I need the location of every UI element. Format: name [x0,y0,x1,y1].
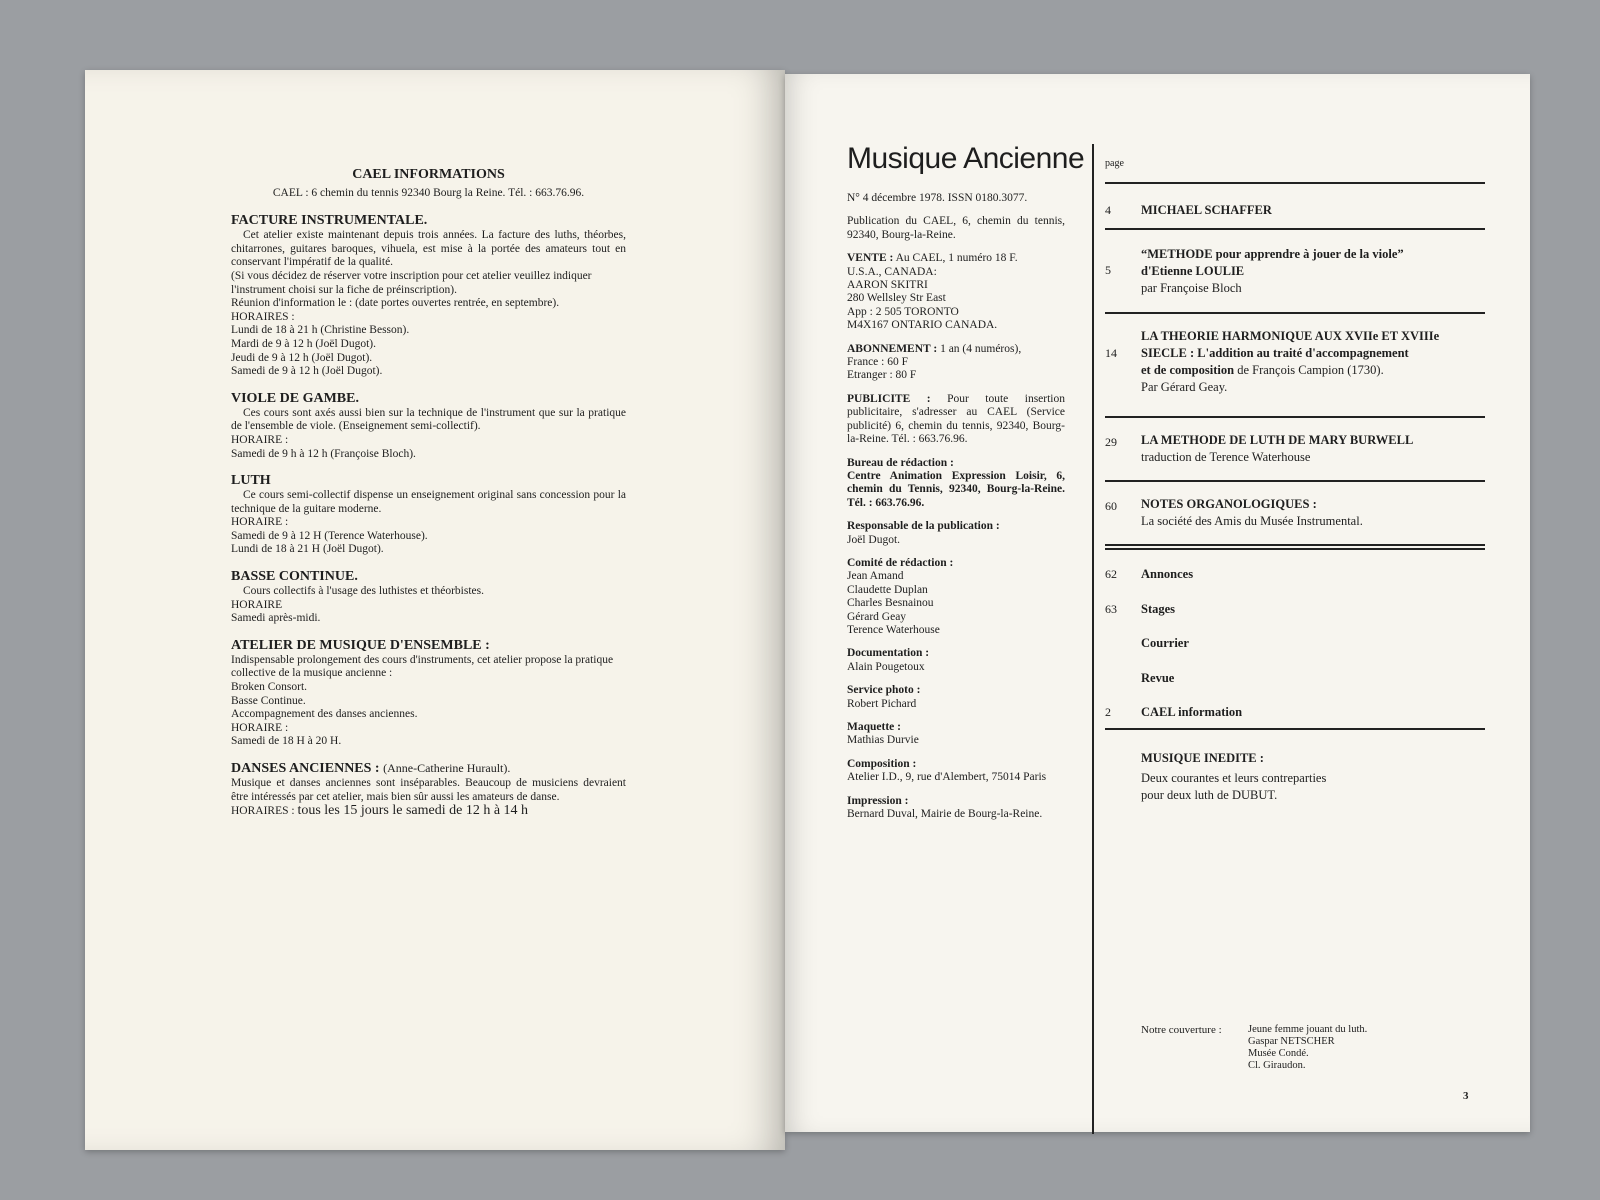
section-line: Basse Continue. [231,694,306,707]
comite-label: Comité de rédaction : [847,556,954,569]
toc-page: 63 [1105,602,1117,616]
bureau-block [847,457,1065,511]
toc-page: 29 [1105,435,1117,449]
cover-line: Jeune femme jouant du luth. [1248,1024,1368,1035]
right-page [785,74,1530,1132]
danses-teacher: (Anne-Catherine Hurault). [383,761,511,775]
divider [1105,182,1485,184]
responsable-label: Responsable de la publication : [847,520,1000,533]
issue-line: N° 4 décembre 1978. ISSN 0180.3077. [847,192,1028,204]
documentation-label: Documentation : [847,647,930,660]
colophon [847,192,1065,831]
horaires-value: tous les 15 jours le samedi de 12 h à 14 h [297,803,529,819]
section-line: Réunion d'information le : (date portes ouvertes rentrée, en septembre). [231,297,560,310]
composition-label: Composition : [847,757,917,770]
left-page [85,70,785,1150]
comite-block [847,557,1065,637]
inedite-title: MUSIQUE INEDITE : [1141,751,1264,765]
toc-title: “METHODE pour apprendre à jouer de la viole” [1141,247,1404,261]
divider [1105,228,1485,230]
toc-subtitle: SIECLE : L'addition au traité d'accompagnement [1141,346,1409,360]
section-body: Musique et danses anciennes sont inséparables. Beaucoup de musiciens devraient être intéressés par cet atelier, mais bien sûr aussi les amateurs de danse. [231,777,626,803]
comite-member: Claudette Duplan [847,583,928,596]
comite-member: Gérard Geay [847,610,907,623]
publicite-label: PUBLICITE : [847,392,931,405]
column-divider [1092,144,1094,1134]
comite-member: Terence Waterhouse [847,623,940,636]
photo-block [847,684,1065,711]
vente-line: U.S.A., CANADA: [847,265,937,278]
section-line: Jeudi de 9 à 12 h (Joël Dugot). [231,351,373,364]
toc-page: 2 [1105,705,1111,719]
publicite-value: Pour toute insertion publicitaire, s'adresser au CAEL (Service publicité) 6, chemin du tennis, 92340, Bourg-la-Reine. Tél. : 663.76.96. [847,392,1065,446]
divider [1105,480,1485,482]
toc-title: LA METHODE DE LUTH DE MARY BURWELL [1141,433,1414,447]
vente-block [847,252,1065,332]
toc-title: MICHAEL SCHAFFER [1141,203,1272,217]
section-atelier-ensemble [231,637,626,749]
toc-subtitle: d'Etienne LOULIE [1141,264,1245,278]
vente-line: 280 Wellsley Str East [847,292,946,305]
section-heading [231,760,626,777]
responsable-value: Joël Dugot. [847,533,901,546]
section-heading: VIOLE DE GAMBE. [231,390,359,406]
divider [1105,548,1485,550]
section-facture [231,212,626,379]
section-line: Broken Consort. [231,681,308,694]
toc-text [1141,750,1485,804]
publication-line: Publication du CAEL, 6, chemin du tennis, 92340, Bourg-la-Reine. [847,215,1065,241]
toc-author: par Françoise Bloch [1141,281,1242,295]
section-basse-continue [231,568,626,626]
section-line: Samedi après-midi. [231,612,321,625]
toc-author: La société des Amis du Musée Instrumental. [1141,514,1363,528]
section-heading: BASSE CONTINUE. [231,569,358,585]
comite-member: Jean Amand [847,570,904,583]
masthead: Musique Ancienne [847,142,1085,175]
section-viole [231,390,626,461]
toc-title: CAEL information [1141,705,1243,719]
section-body: Indispensable prolongement des cours d'instruments, cet atelier propose la pratique collective de la musique ancienne : [231,653,614,680]
documentation-value: Alain Pougetoux [847,660,925,673]
section-line: (Si vous décidez de réserver votre inscription pour cet atelier veuillez indiquer l'instrument choisi sur la fiche de préinscription). [231,269,592,296]
inedite-line: Deux courantes et leurs contreparties [1141,771,1327,785]
toc-page-label: page [1105,158,1124,169]
toc-page: 4 [1105,203,1111,217]
comite-member: Charles Besnainou [847,597,934,610]
section-line: Lundi de 18 à 21 h (Christine Besson). [231,324,410,337]
divider [1105,728,1485,730]
toc-page: 14 [1105,346,1117,360]
toc-author: Par Gérard Geay. [1141,380,1228,394]
impression-label: Impression : [847,794,909,807]
section-heading: LUTH [231,473,271,489]
toc-title: Stages [1141,602,1176,616]
danses-horaires [231,804,626,819]
cael-address: CAEL : 6 chemin du tennis 92340 Bourg la Reine. Tél. : 663.76.96. [272,186,585,199]
danses-heading: DANSES ANCIENNES : [231,761,380,776]
section-body: Cet atelier existe maintenant depuis trois années. La facture des luths, théorbes, chitarrones, guitares baroques, vihuela, est mise à la portée des amateurs tout en conservant l'impératif de la qualité. [231,229,626,269]
photo-label: Service photo : [847,684,921,697]
cover-line: Musée Condé. [1248,1048,1309,1059]
vente-line: AARON SKITRI [847,279,928,292]
section-line: Mardi de 9 à 12 h (Joël Dugot). [231,337,376,350]
page-number: 3 [1463,1090,1469,1102]
section-line: HORAIRE : [231,721,289,734]
toc-text [1141,432,1485,466]
toc-title: NOTES ORGANOLOGIQUES : [1141,497,1317,511]
vente-line: App : 2 505 TORONTO [847,305,959,318]
toc-page: 60 [1105,499,1117,513]
abonnement-line: France : 60 F [847,356,909,369]
section-line: Samedi de 9 à 12 h (Joël Dugot). [231,365,383,378]
section-body: Ce cours semi-collectif dispense un enseignement original sans concession pour la technique de la guitare moderne. [231,489,626,515]
toc-title: Annonces [1141,567,1194,581]
abonnement-line: Etranger : 80 F [847,369,917,382]
section-body: Cours collectifs à l'usage des luthistes et théorbistes. [243,585,484,598]
abonnement-value: 1 an (4 numéros), [940,342,1022,355]
toc-text [1141,246,1485,297]
bureau-value: Centre Animation Expression Loisir, 6, chemin du Tennis, 92340, Bourg-la-Reine. Tél. : 663.76.96. [847,469,1065,509]
section-heading: FACTURE INSTRUMENTALE. [231,213,428,229]
vente-label: VENTE : [847,252,894,265]
horaires-label: HORAIRES : [231,805,295,818]
impression-value: Bernard Duval, Mairie de Bourg-la-Reine. [847,808,1043,821]
toc-text [1141,496,1485,530]
section-line: HORAIRE : [231,433,289,446]
divider [1105,544,1485,546]
section-line: Accompagnement des danses anciennes. [231,708,418,721]
cover-line: Cl. Giraudon. [1248,1060,1306,1071]
section-line: Samedi de 18 H à 20 H. [231,735,342,748]
inedite-line: pour deux luth de DUBUT. [1141,788,1278,802]
divider [1105,416,1485,418]
toc-title: Courrier [1141,636,1189,650]
toc-line [1141,362,1485,379]
vente-line: M4X167 ONTARIO CANADA. [847,319,998,332]
cael-informations [231,168,626,830]
responsable-block [847,520,1065,547]
cover-lines [1248,1024,1428,1072]
bureau-label: Bureau de rédaction : [847,456,954,469]
toc-title: LA THEORIE HARMONIQUE AUX XVIIe ET XVIIIe [1141,329,1440,343]
toc-author: traduction de Terence Waterhouse [1141,450,1311,464]
divider [1105,312,1485,314]
section-line: HORAIRE [231,598,283,611]
photo-value: Robert Pichard [847,697,917,710]
toc-text [1141,328,1485,396]
cover-line: Gaspar NETSCHER [1248,1036,1335,1047]
maquette-value: Mathias Durvie [847,734,919,747]
vente-value: Au CAEL, 1 numéro 18 F. [895,252,1018,265]
maquette-label: Maquette : [847,721,901,733]
section-danses [231,760,626,819]
section-heading: ATELIER DE MUSIQUE D'ENSEMBLE : [231,637,490,653]
composition-block [847,758,1065,785]
cover-label: Notre couverture : [1141,1024,1222,1036]
toc-subtitle: et de composition [1141,363,1235,377]
impression-block [847,795,1065,822]
section-luth [231,472,626,557]
page-title: CAEL INFORMATIONS [352,167,505,182]
toc-page: 5 [1105,263,1111,277]
section-body: Ces cours sont axés aussi bien sur la technique de l'instrument que sur la pratique de l'ensemble de viole. (Enseignement semi-collectif). [231,406,626,433]
abonnement-label: ABONNEMENT : [847,342,938,355]
composition-value: Atelier I.D., 9, rue d'Alembert, 75014 Paris [847,771,1047,784]
toc-page: 62 [1105,567,1117,581]
section-line: HORAIRE : [231,516,289,529]
publicite-block [847,393,1065,447]
maquette-block [847,721,1065,748]
section-line: Samedi de 9 à 12 H (Terence Waterhouse). [231,529,428,542]
section-line: HORAIRES : [231,310,295,323]
section-line: Samedi de 9 h à 12 h (Françoise Bloch). [231,447,416,460]
toc-title: Revue [1141,671,1175,685]
section-line: Lundi de 18 à 21 H (Joël Dugot). [231,543,384,556]
documentation-block [847,647,1065,674]
toc-subtitle-rest: de François Campion (1730). [1237,363,1384,377]
abonnement-block [847,343,1065,383]
